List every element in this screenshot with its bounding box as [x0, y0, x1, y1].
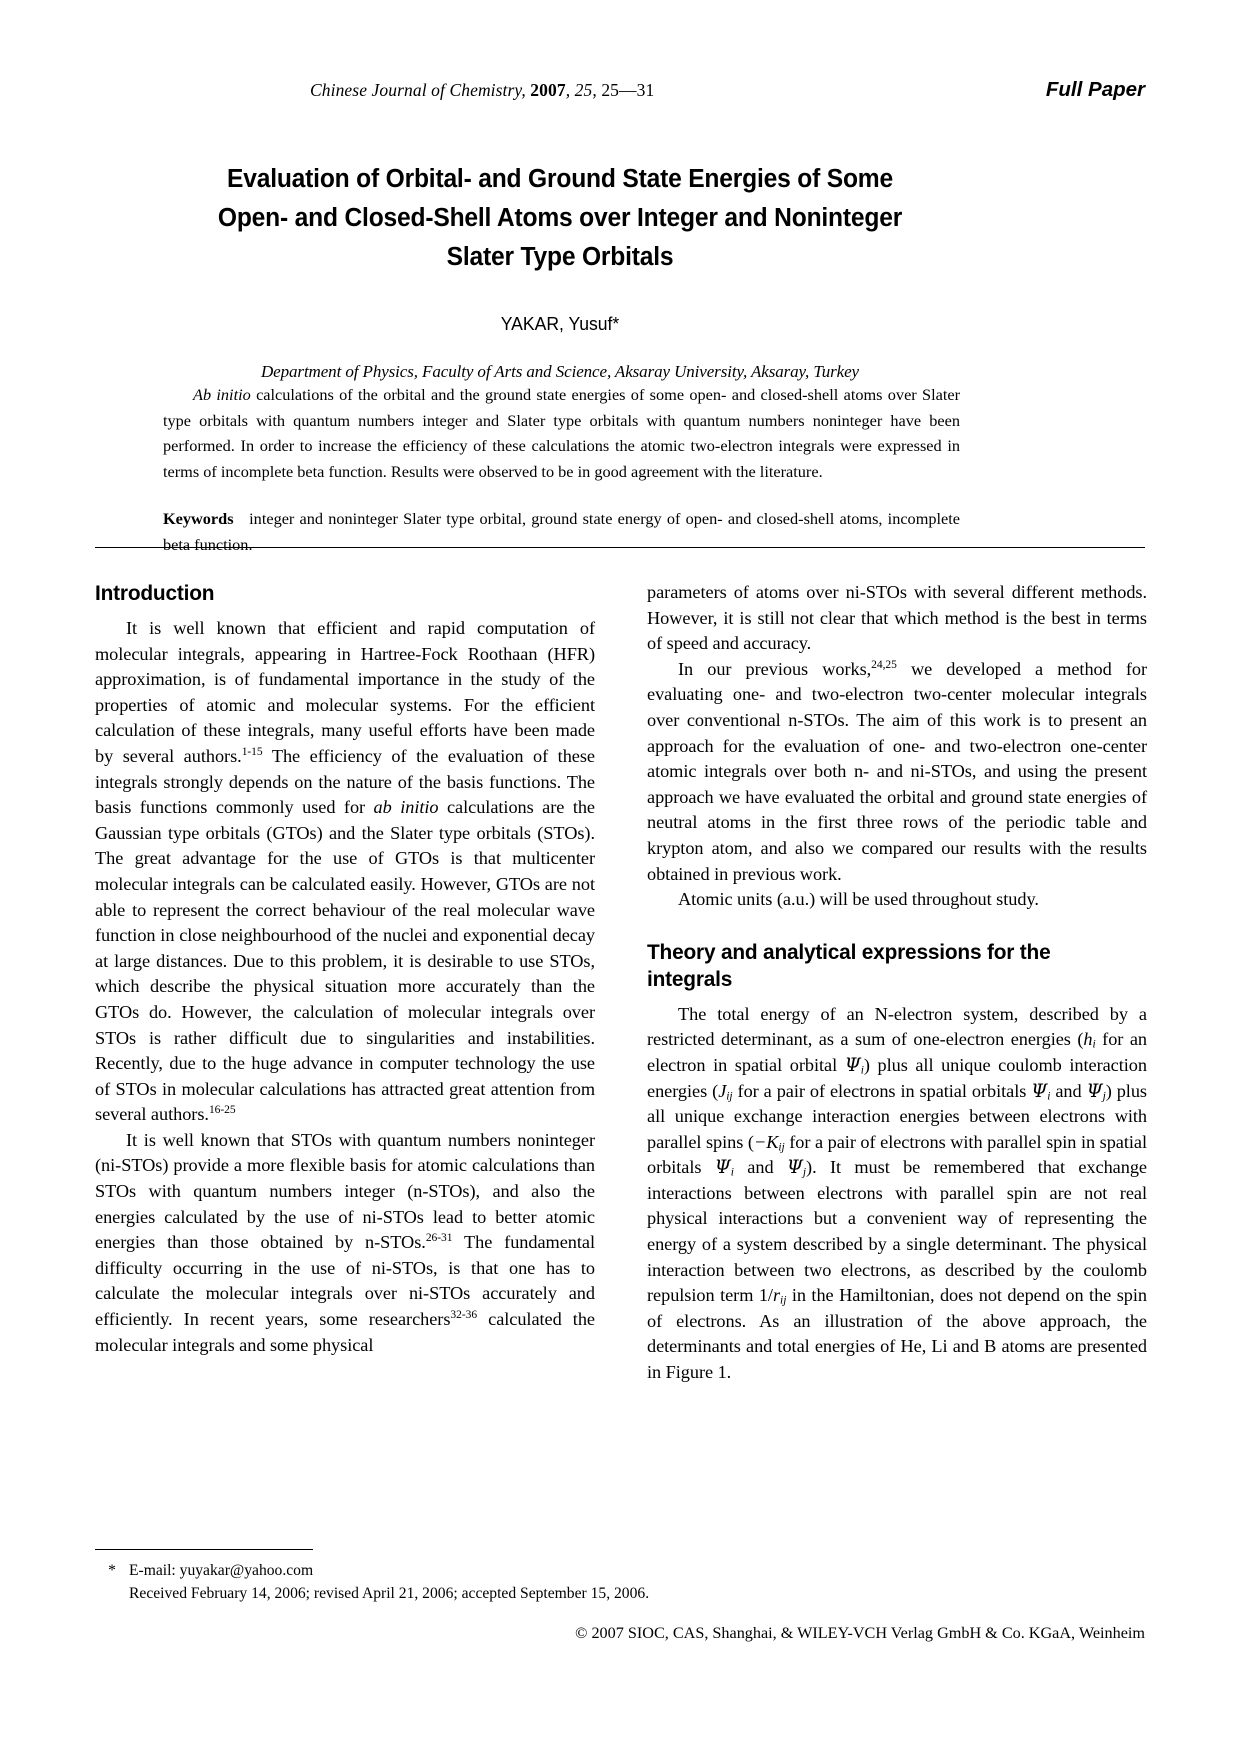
intro-p2-part-b: The fundamental difficulty occurring in the use of ni-STOs, is that one has to calculate the molecular integrals over ni-STOs accurately and efficiently. In recent years, some researchers	[95, 1232, 596, 1330]
abstract-body: calculations of the orbital and the ground state energies of some open- and closed-shell atoms over Slater type orbitals with quantum numbers integer and Slater type orbitals with quantum numbers noninteger have been performed. In order to increase the efficiency of these calculations the atomic two-electron integrals were expressed in terms of incomplete beta function. Results were observed to be in good agreement with the literature.	[163, 385, 961, 481]
intro-p2-part-c: calculated the molecular integrals and some physical	[95, 1309, 595, 1355]
theory-part-g: for a pair of electrons with parallel spin in spatial orbitals	[647, 1131, 1148, 1178]
theory-heading-line-2: integrals	[647, 966, 733, 991]
title-line-2: Open- and Closed-Shell Atoms over Integer and Noninteger	[217, 204, 903, 232]
theory-part-f: ) plus all unique exchange interaction energies between electrons with parallel spins (	[647, 1080, 1147, 1152]
right-column	[647, 580, 1147, 1386]
author-affiliation: Department of Physics, Faculty of Arts and Science, Aksaray University, Aksaray, Turkey	[261, 362, 859, 381]
citation-ref-16-25: 16-25	[208, 1104, 236, 1117]
symbol-psi-j-subscript: j	[1102, 1090, 1106, 1103]
intro-paragraph-1	[95, 616, 595, 1128]
symbol-psi-i3-subscript: i	[730, 1166, 734, 1179]
keywords-line	[163, 506, 960, 557]
symbol-r: r	[772, 1285, 781, 1306]
symbol-psi-i3: Ψ	[714, 1157, 731, 1179]
keywords-text: integer and noninteger Slater type orbital, ground state energy of open- and closed-shell atoms, incomplete beta function.	[163, 509, 961, 554]
theory-part-j: in the Hamiltonian, does not depend on the spin of electrons. As an illustration of the above approach, the determinants and total energies of He, Li and B atoms are presented in Figure 1.	[647, 1285, 1147, 1383]
title-line-1: Evaluation of Orbital- and Ground State Energies of Some	[226, 165, 893, 193]
symbol-r-subscript: ij	[780, 1294, 787, 1307]
paper-type-label: Full Paper	[1045, 78, 1145, 101]
section-heading-theory	[647, 939, 1132, 993]
citation-ref-1-15: 1-15	[241, 745, 263, 758]
theory-part-d: for a pair of electrons in spatial orbitals	[732, 1080, 1032, 1101]
citation-ref-26-31: 26-31	[425, 1232, 453, 1245]
intro-p2-part-a: It is well known that STOs with quantum numbers noninteger (ni-STOs) provide a more flexible basis for atomic calculations than STOs with quantum numbers integer (n-STOs), and also the energies calculated by the use of ni-STOs lead to better atomic energies than those obtained by n-STOs.	[95, 1129, 595, 1253]
intro-p1-part-c: calculations are the Gaussian type orbitals (GTOs) and the Slater type orbitals (STOs). The great advantage for the use of GTOs is that multicenter molecular integrals can be calculated easily. However, GTOs are not able to represent the correct behaviour of the real molecular wave function in close neighbourhood of the nuclei and exponential decay at large distances. Due to this problem, it is desirable to use STOs, which describe the physical situation more accurately than the GTOs do. However, the calculation of molecular integrals over STOs is rather difficult due to singularities and instabilities. Recently, due to the huge advance in computer technology the use of STOs in molecular calculations has attracted great attention from several authors.	[95, 797, 596, 1125]
symbol-j: J	[718, 1080, 727, 1101]
header-divider	[95, 547, 1145, 548]
theory-heading-line-1: Theory and analytical expressions for the	[647, 939, 1051, 964]
running-head	[95, 78, 1145, 102]
symbol-k-subscript: ij	[778, 1141, 785, 1154]
symbol-psi-i-subscript: i	[860, 1064, 864, 1077]
symbol-psi-i: Ψ	[844, 1054, 861, 1076]
submission-dates: Received February 14, 2006; revised April 21, 2006; accepted September 15, 2006.	[129, 1584, 650, 1602]
journal-citation: Chinese Journal of Chemistry, 2007, 25, 25—31	[310, 80, 655, 100]
abstract-lead-italic: Ab initio	[193, 385, 251, 404]
journal-pages: 25—31	[601, 80, 655, 100]
page-title	[184, 160, 937, 277]
copyright-line: © 2007 SIOC, CAS, Shanghai, & WILEY-VCH Verlag GmbH & Co. KGaA, Weinheim	[575, 1624, 1145, 1642]
right-paragraph-2	[647, 657, 1147, 887]
left-column	[95, 580, 595, 1386]
intro-paragraph-2	[95, 1128, 595, 1358]
author-name: YAKAR, Yusuf*	[500, 313, 620, 334]
symbol-h: h	[1083, 1029, 1093, 1050]
theory-part-c: ) plus all unique coulomb interaction energies (	[647, 1054, 1147, 1101]
section-heading-introduction: Introduction	[95, 581, 215, 605]
title-block	[170, 160, 950, 382]
symbol-psi-j: Ψ	[1086, 1080, 1103, 1102]
theory-paragraph-1	[647, 1002, 1147, 1386]
footnote-star-marker: *	[108, 1562, 116, 1579]
symbol-psi-j2: Ψ	[786, 1157, 803, 1179]
right-paragraph-3: Atomic units (a.u.) will be used throughout study.	[678, 889, 1039, 910]
intro-p1-part-a: It is well known that efficient and rapid computation of molecular integrals, appearing in Hartree-Fock Roothaan (HFR) approximation, is of fundamental importance in the study of the properties of atomic and molecular systems. For the efficient calculation of these integrals, many useful efforts have been made by several authors.	[95, 618, 595, 766]
corresponding-email: E-mail: yuyakar@yahoo.com	[129, 1562, 314, 1579]
theory-part-h: and	[733, 1157, 787, 1178]
footnote-divider	[95, 1549, 313, 1550]
intro-p1-part-b: The efficiency of the evaluation of these integrals strongly depends on the nature of the basis functions. The basis functions commonly used for	[95, 745, 595, 818]
title-line-3: Slater Type Orbitals	[446, 243, 674, 271]
symbol-j-subscript: ij	[726, 1090, 733, 1103]
journal-year: 2007	[530, 80, 566, 100]
citation-ref-32-36: 32-36	[450, 1308, 478, 1321]
symbol-psi-i2-subscript: i	[1047, 1090, 1051, 1103]
right-p2-part-b: we developed a method for evaluating one- and two-electron two-center molecular integrals over conventional n-STOs. The aim of this work is to present an approach for the evaluation of one- and two-electron one-center atomic integrals over both n- and ni-STOs, and using the present approach we have evaluated the orbital and ground state energies of neutral atoms in the first three rows of the periodic table and krypton atom, and also we compared our results with the results obtained in previous work.	[647, 658, 1147, 884]
keywords-label: Keywords	[163, 509, 234, 528]
theory-part-e: and	[1050, 1080, 1087, 1101]
symbol-psi-j2-subscript: j	[802, 1166, 807, 1179]
symbol-psi-i2: Ψ	[1031, 1080, 1048, 1102]
footnote-block	[95, 1560, 715, 1605]
journal-name: Chinese Journal of Chemistry	[310, 80, 522, 100]
right-paragraph-1: parameters of atoms over ni-STOs with several different methods. However, it is still not clear that which method is the best in terms of speed and accuracy.	[647, 582, 1147, 654]
abstract-block	[163, 382, 960, 557]
body-columns	[95, 580, 1147, 1386]
citation-ref-24-25: 24,25	[871, 658, 897, 671]
theory-part-i: ). It must be remembered that exchange interactions between electrons with parallel spin are not real physical interactions but a convenient way of representing the energy of a system described by a single determinant. The physical interaction between two electrons, as described by the coulomb repulsion term 1/	[647, 1157, 1147, 1306]
theory-part-b: for an electron in spatial orbital	[647, 1029, 1147, 1075]
intro-p1-italic-abinitio: ab initio	[373, 797, 439, 818]
abstract-text	[163, 382, 960, 484]
right-p2-part-a: In our previous works,	[678, 658, 872, 679]
symbol-h-subscript: i	[1092, 1038, 1096, 1051]
footnote-content	[129, 1560, 649, 1605]
symbol-minus-k: −K	[753, 1131, 779, 1152]
journal-volume: 25	[574, 80, 593, 100]
theory-part-a: The total energy of an N-electron system, described by a restricted determinant, as a sum of one-electron energies (	[647, 1003, 1147, 1050]
